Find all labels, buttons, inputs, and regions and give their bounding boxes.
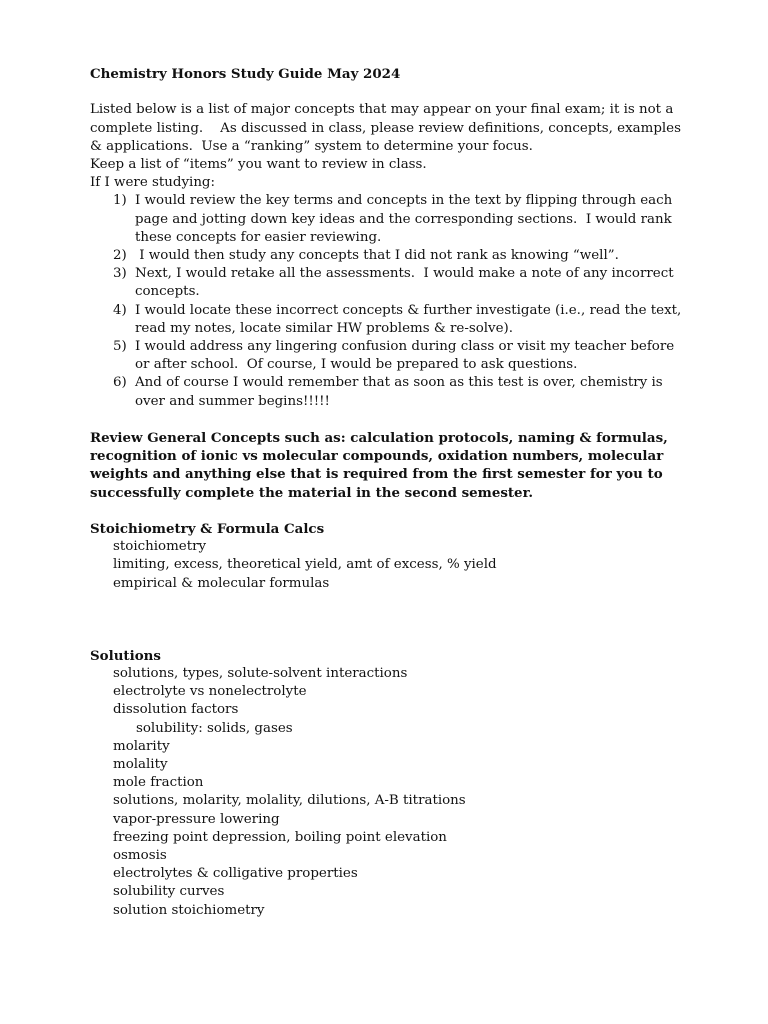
intro-section — [90, 101, 690, 192]
section-title-solutions: Solutions — [90, 647, 161, 664]
topic-item: empirical & molecular formulas — [113, 575, 330, 591]
section-title-stoichiometry: Stoichiometry & Formula Calcs — [90, 521, 325, 538]
study-step — [90, 247, 690, 265]
document-title: Chemistry Honors Study Guide May 2024 — [90, 66, 401, 82]
topic-item: electrolyte vs nonelectrolyte — [113, 684, 307, 700]
topic-item: stoichiometry — [113, 539, 207, 555]
topic-item: solutions, types, solute-solvent interactions — [113, 666, 408, 682]
study-step — [90, 302, 690, 338]
step-number: 1) — [113, 193, 127, 209]
topic-item: molality — [113, 757, 168, 773]
study-steps-list — [90, 192, 690, 410]
document-page — [90, 65, 690, 920]
intro-keep-list: Keep a list of “items” you want to review in class. — [90, 157, 427, 172]
step-number: 6) — [113, 375, 127, 391]
study-step — [90, 265, 690, 301]
topic-item: osmosis — [113, 848, 167, 864]
step-number: 5) — [113, 339, 127, 355]
step-text: I would review the key terms and concepts in the text by flipping through each page and jotting down key ideas and the corresponding sections. I would rank these concepts for easier reviewing. — [135, 193, 673, 245]
step-text: Next, I would retake all the assessments. I would make a note of any incorrect concepts. — [135, 266, 674, 300]
step-text: I would then study any concepts that I did not rank as knowing “well”. — [135, 248, 619, 264]
topic-item: vapor-pressure lowering — [113, 811, 280, 827]
study-step — [90, 338, 690, 374]
topic-item: mole fraction — [113, 775, 204, 791]
topic-item: freezing point depression, boiling point elevation — [113, 829, 447, 845]
step-text: And of course I would remember that as soon as this test is over, chemistry is over and summer begins!!!!! — [135, 375, 663, 409]
section-spacer — [90, 593, 690, 647]
stoichiometry-topics — [90, 538, 690, 593]
topic-item: molarity — [113, 738, 170, 754]
study-step — [90, 192, 690, 247]
step-number: 3) — [113, 266, 127, 282]
study-step — [90, 374, 690, 410]
review-general-concepts: Review General Concepts such as: calculation protocols, naming & formulas, recognition of ionic vs molecular compounds, oxidation numbers, molecular weights and anything else that is required from the first semester for you to successfully complete the material in the second semester. — [90, 430, 668, 501]
topic-item: solution stoichiometry — [113, 902, 265, 918]
step-number: 2) — [113, 248, 127, 264]
solutions-topics — [90, 665, 690, 920]
subtopic-item: solubility: solids, gases — [136, 720, 293, 736]
intro-paragraph: Listed below is a list of major concepts that may appear on your final exam; it is not a complete listing. As discussed in class, please review definitions, concepts, examples & applications. Use a “ranking” system to determine your focus. — [90, 102, 681, 154]
topic-item: electrolytes & colligative properties — [113, 866, 358, 882]
topic-item: dissolution factors — [113, 702, 239, 718]
intro-if-studying: If I were studying: — [90, 175, 216, 191]
step-text: I would address any lingering confusion during class or visit my teacher before or after school. Of course, I would be prepared to ask questions. — [135, 339, 675, 373]
topic-item: limiting, excess, theoretical yield, amt of excess, % yield — [113, 557, 497, 573]
step-number: 4) — [113, 302, 127, 318]
topic-item: solutions, molarity, molality, dilutions, A-B titrations — [113, 793, 466, 809]
topic-item: solubility curves — [113, 884, 225, 900]
step-text: I would locate these incorrect concepts & further investigate (i.e., read the text, read my notes, locate similar HW problems & re-solve). — [135, 302, 682, 336]
